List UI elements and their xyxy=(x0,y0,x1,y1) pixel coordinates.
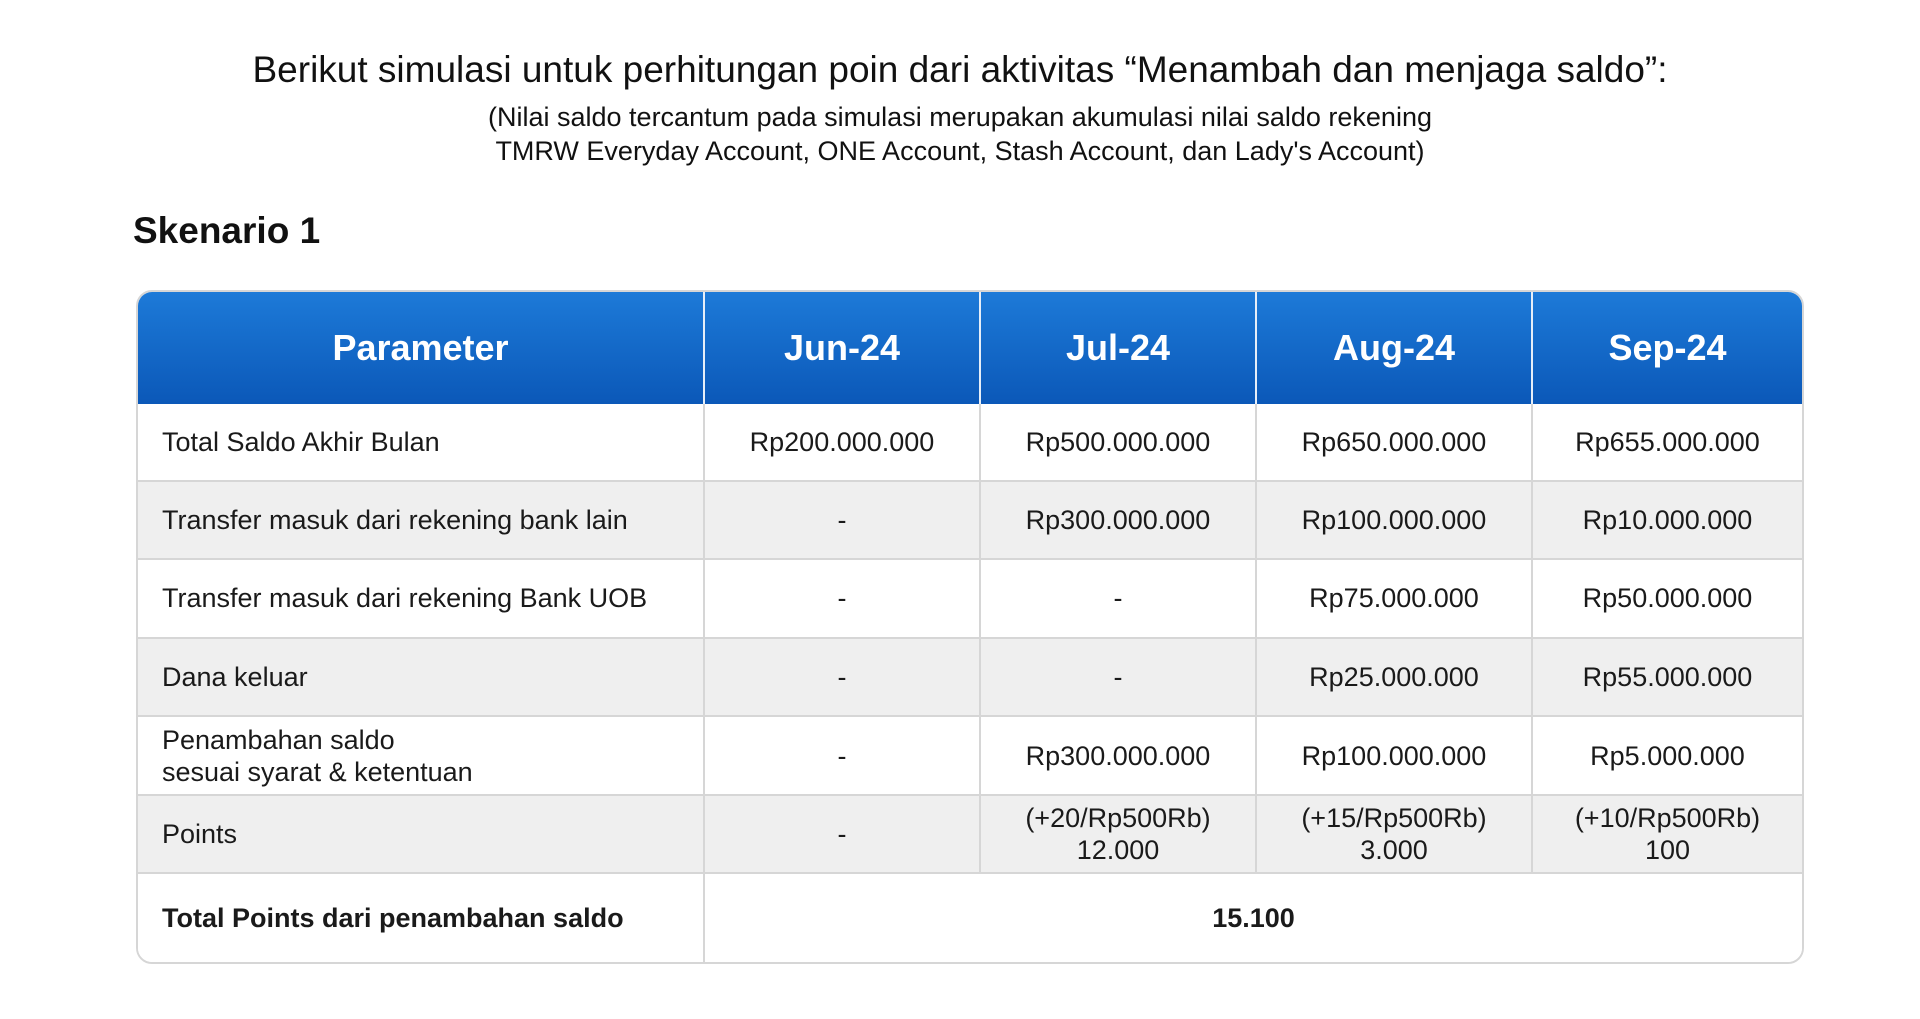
cell-line-1: - xyxy=(837,819,847,850)
row-label-line-1: Penambahan saldo xyxy=(162,724,395,755)
table-row-transfer-bank-uob xyxy=(138,559,1802,638)
table-row-transfer-bank-lain xyxy=(138,481,1802,560)
cell-line-2: 100 xyxy=(1644,835,1691,866)
table-cell: Rp300.000.000 xyxy=(980,481,1256,560)
table-row-penambahan-saldo xyxy=(138,716,1802,795)
page-header xyxy=(0,46,1920,168)
header-sep-24: Sep-24 xyxy=(1532,292,1802,404)
header-jul-24: Jul-24 xyxy=(980,292,1256,404)
cell-line-2: 3.000 xyxy=(1360,835,1428,866)
table-cell: Rp200.000.000 xyxy=(704,404,980,481)
table-cell: Rp55.000.000 xyxy=(1532,638,1802,717)
row-label: Transfer masuk dari rekening Bank UOB xyxy=(138,559,704,638)
cell-line-2: 12.000 xyxy=(1076,835,1160,866)
table-cell: - xyxy=(980,638,1256,717)
cell-line-1: (+15/Rp500Rb) xyxy=(1301,803,1487,834)
subtitle-line-1: (Nilai saldo tercantum pada simulasi merupakan akumulasi nilai saldo rekening xyxy=(488,102,1432,132)
table-row-dana-keluar xyxy=(138,638,1802,717)
table-cell: Rp650.000.000 xyxy=(1256,404,1532,481)
scenario-title: Skenario 1 xyxy=(133,210,321,251)
simulation-table xyxy=(136,290,1804,964)
table-cell: - xyxy=(704,481,980,560)
total-value: 15.100 xyxy=(704,873,1802,962)
table-cell: Rp100.000.000 xyxy=(1256,716,1532,795)
table-cell: Rp100.000.000 xyxy=(1256,481,1532,560)
table-cell: - xyxy=(704,559,980,638)
row-label xyxy=(138,716,704,795)
table-row-total-points xyxy=(138,873,1802,962)
table-cell: Rp300.000.000 xyxy=(980,716,1256,795)
row-label: Dana keluar xyxy=(138,638,704,717)
table-cell: Rp25.000.000 xyxy=(1256,638,1532,717)
table-cell: Rp50.000.000 xyxy=(1532,559,1802,638)
table-cell: - xyxy=(704,716,980,795)
table-cell xyxy=(1532,795,1802,874)
table-cell: Rp10.000.000 xyxy=(1532,481,1802,560)
table-cell: Rp655.000.000 xyxy=(1532,404,1802,481)
table-cell: - xyxy=(704,638,980,717)
table-row-total-saldo xyxy=(138,404,1802,481)
header-aug-24: Aug-24 xyxy=(1256,292,1532,404)
table-cell: Rp500.000.000 xyxy=(980,404,1256,481)
subtitle-line-2: TMRW Everyday Account, ONE Account, Stash Account, dan Lady's Account) xyxy=(495,136,1425,166)
row-label: Transfer masuk dari rekening bank lain xyxy=(138,481,704,560)
cell-line-1: (+10/Rp500Rb) xyxy=(1574,803,1761,834)
table-cell: Rp5.000.000 xyxy=(1532,716,1802,795)
table-cell xyxy=(1256,795,1532,874)
header-jun-24: Jun-24 xyxy=(704,292,980,404)
page-subtitle xyxy=(0,100,1920,168)
row-label: Total Saldo Akhir Bulan xyxy=(138,404,704,481)
page-title: Berikut simulasi untuk perhitungan poin dari aktivitas “Menambah dan menjaga saldo”: xyxy=(252,49,1668,90)
table-header-row xyxy=(138,292,1802,404)
table-row-points xyxy=(138,795,1802,874)
table-cell: Rp75.000.000 xyxy=(1256,559,1532,638)
points-table xyxy=(138,292,1802,962)
table-cell xyxy=(980,795,1256,874)
table-cell: - xyxy=(980,559,1256,638)
row-label-line-2: sesuai syarat & ketentuan xyxy=(162,756,473,787)
cell-line-1: (+20/Rp500Rb) xyxy=(1025,803,1211,834)
total-label: Total Points dari penambahan saldo xyxy=(138,873,704,962)
row-label: Points xyxy=(138,795,704,874)
header-parameter: Parameter xyxy=(138,292,704,404)
table-cell xyxy=(704,795,980,874)
